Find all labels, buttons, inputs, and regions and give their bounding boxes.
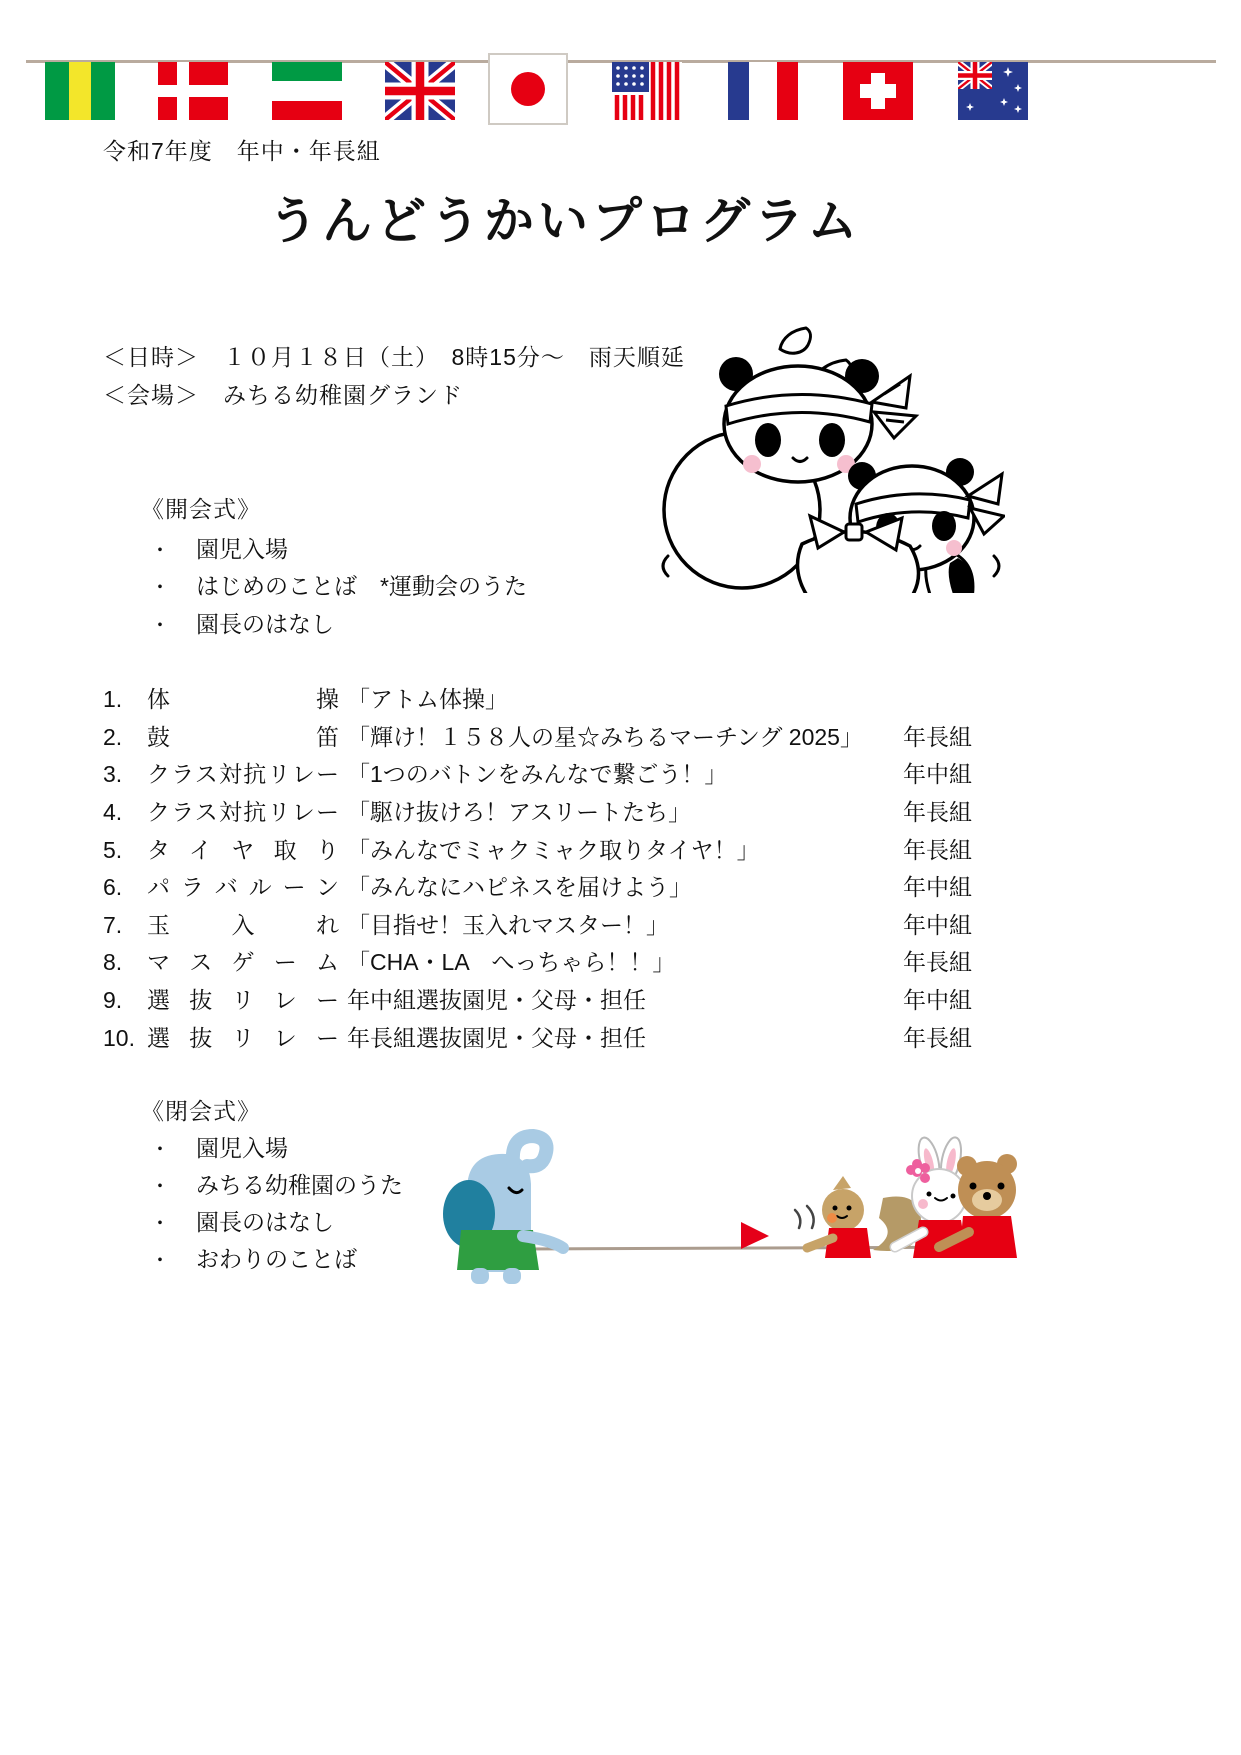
program-row — [103, 872, 972, 902]
event-group: 年長組 — [903, 1025, 972, 1051]
opening-item-label: 園児入場 — [196, 536, 288, 562]
event-description: 「駆け抜けろ！アスリートたち」 — [347, 799, 692, 825]
event-description: 「輝け！１５８人の星☆みちるマーチング 2025」 — [347, 724, 863, 750]
closing-item-label: おわりのことば — [196, 1246, 357, 1272]
bullet-dot: ・ — [150, 615, 170, 637]
program-row — [103, 722, 972, 752]
event-name: 玉入れ — [147, 912, 339, 938]
event-group: 年長組 — [903, 799, 972, 825]
flag-japan-icon — [488, 53, 568, 125]
flag-marker — [741, 1222, 769, 1249]
closing-item — [150, 1241, 357, 1274]
flag-denmark-icon — [158, 62, 228, 120]
event-description: 「みんなでミャクミャク取りタイヤ！」 — [347, 837, 760, 863]
row-number: 1. — [103, 686, 123, 712]
event-description: 年中組選抜園児・父母・担任 — [347, 987, 646, 1013]
closing-item — [150, 1204, 334, 1237]
opening-item-label: 園長のはなし — [196, 611, 334, 637]
flag-italy-icon — [272, 62, 342, 120]
row-number: 8. — [103, 949, 123, 975]
event-description: 「CHA・LA へっちゃら！！」 — [347, 949, 676, 975]
row-number: 5. — [103, 837, 123, 863]
program-row — [103, 759, 972, 789]
tug-of-war-illustration — [405, 1128, 1025, 1293]
bullet-dot: ・ — [150, 1250, 170, 1272]
row-number: 3. — [103, 761, 123, 787]
event-description: 年長組選抜園児・父母・担任 — [347, 1025, 646, 1051]
event-name: 選抜リレー — [147, 987, 339, 1013]
opening-item — [150, 531, 288, 564]
event-group: 年中組 — [903, 761, 972, 787]
event-name: 鼓笛 — [147, 724, 339, 750]
venue-line: ＜会場＞ みちる幼稚園グランド — [103, 382, 463, 408]
event-name: パラバルーン — [147, 874, 339, 900]
flag-united-kingdom-icon — [385, 62, 455, 120]
bullet-dot: ・ — [150, 577, 170, 599]
closing-item — [150, 1130, 288, 1163]
program-row — [103, 985, 972, 1015]
flag-usa-icon — [612, 62, 682, 120]
row-number: 7. — [103, 912, 123, 938]
program-row — [103, 835, 972, 865]
bullet-dot: ・ — [150, 540, 170, 562]
program-row — [103, 797, 972, 827]
closing-item-label: 園長のはなし — [196, 1209, 334, 1235]
event-name: 体操 — [147, 686, 339, 712]
event-name: マスゲーム — [147, 949, 339, 975]
program-row — [103, 910, 972, 940]
program-row — [103, 1023, 972, 1053]
page-title: うんどうかいプログラム — [268, 193, 862, 249]
flag-france-icon — [728, 62, 798, 120]
row-number: 4. — [103, 799, 123, 825]
event-description: 「みんなにハピネスを届けよう」 — [347, 874, 692, 900]
event-group: 年長組 — [903, 724, 972, 750]
row-number: 10. — [103, 1025, 135, 1051]
era-class-line: 令和7年度 年中・年長組 — [103, 138, 381, 164]
event-description: 「アトム体操」 — [347, 686, 508, 712]
elephant — [443, 1136, 563, 1284]
row-number: 2. — [103, 724, 123, 750]
event-group: 年中組 — [903, 912, 972, 938]
program-row — [103, 947, 972, 977]
bullet-dot: ・ — [150, 1213, 170, 1235]
closing-item — [150, 1167, 403, 1200]
flag-switzerland-icon — [843, 62, 913, 120]
pandas-illustration — [660, 318, 1005, 593]
event-group: 年長組 — [903, 949, 972, 975]
event-name: クラス対抗リレー — [147, 761, 339, 787]
bullet-dot: ・ — [150, 1176, 170, 1198]
opening-item — [150, 568, 527, 601]
closing-item-label: みちる幼稚園のうた — [196, 1172, 403, 1198]
flag-australia-icon — [958, 62, 1028, 120]
event-name: 選抜リレー — [147, 1025, 339, 1051]
event-group: 年中組 — [903, 874, 972, 900]
event-group: 年長組 — [903, 837, 972, 863]
bullet-dot: ・ — [150, 1139, 170, 1161]
motion-marks — [795, 1206, 814, 1228]
datetime-line: ＜日時＞ １０月１８日（土） 8時15分～ 雨天順延 — [103, 344, 685, 370]
event-group: 年中組 — [903, 987, 972, 1013]
event-description: 「目指せ！玉入れマスター！」 — [347, 912, 669, 938]
opening-item — [150, 606, 334, 639]
event-description: 「1つのバトンをみんなで繋ごう！」 — [347, 761, 728, 787]
event-name: タイヤ取り — [147, 837, 339, 863]
event-name: クラス対抗リレー — [147, 799, 339, 825]
white-bundle — [798, 516, 919, 593]
flag-green-yellow-green-icon — [45, 62, 115, 120]
closing-item-label: 園児入場 — [196, 1135, 288, 1161]
row-number: 9. — [103, 987, 123, 1013]
closing-ceremony-heading: 《閉会式》 — [141, 1098, 261, 1124]
program-row — [103, 684, 903, 714]
opening-item-label: はじめのことば *運動会のうた — [196, 573, 527, 599]
row-number: 6. — [103, 874, 123, 900]
opening-ceremony-heading: 《開会式》 — [141, 496, 261, 522]
